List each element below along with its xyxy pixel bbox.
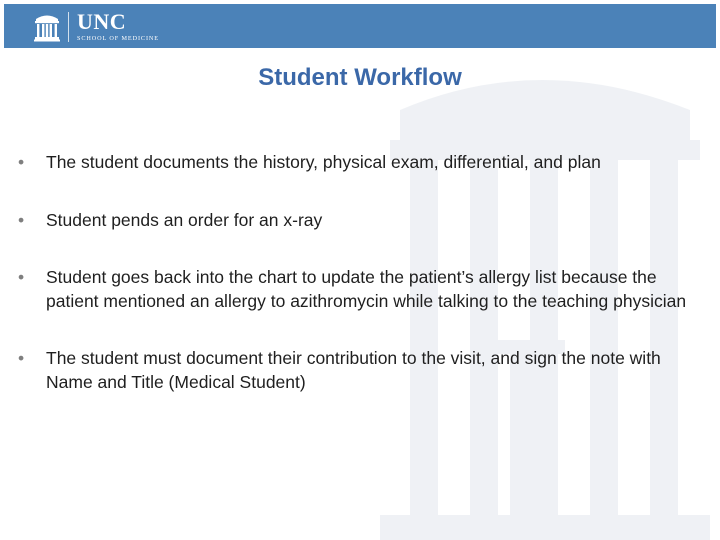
- bullet-marker: •: [18, 210, 25, 230]
- bullet-text: The student documents the history, physical exam, differential, and plan: [46, 152, 601, 172]
- bullet-text: The student must document their contribution to the visit, and sign the note with Name and Title (Medical Student): [46, 348, 661, 392]
- bullet-item: [18, 150, 708, 174]
- bullet-text: Student pends an order for an x-ray: [46, 210, 323, 230]
- old-well-icon: [34, 12, 60, 42]
- bullet-item: [18, 265, 708, 313]
- header-band: [4, 4, 716, 48]
- logo-divider: [68, 12, 69, 42]
- bullet-marker: •: [18, 267, 25, 287]
- bullet-item: [18, 208, 708, 232]
- bullet-marker: •: [18, 152, 25, 172]
- logo-subtitle: SCHOOL OF MEDICINE: [77, 35, 159, 43]
- slide-title: Student Workflow: [258, 64, 462, 91]
- logo-title: UNC: [77, 9, 127, 35]
- bullet-item: [18, 346, 708, 394]
- bullet-list: [18, 150, 708, 394]
- bullet-marker: •: [18, 348, 25, 368]
- bullet-text: Student goes back into the chart to update the patient’s allergy list because the patient mentioned an allergy to azithromycin while talking to the teaching physician: [46, 267, 687, 311]
- logo-text: [77, 11, 159, 42]
- unc-logo: [34, 10, 159, 44]
